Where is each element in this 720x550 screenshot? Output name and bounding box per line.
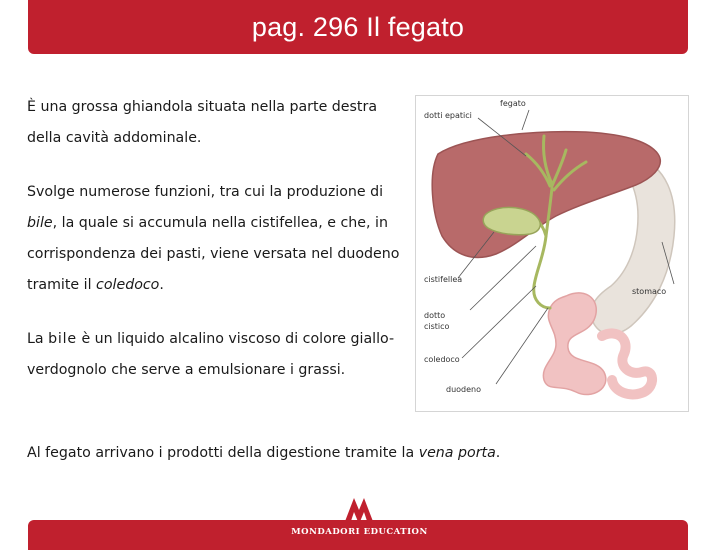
label-stomaco: stomaco [632, 287, 667, 296]
term-coledoco: coledoco [96, 277, 160, 293]
intestine-fold-shape [602, 333, 652, 394]
intestine-shape [543, 293, 605, 395]
label-fegato: fegato [500, 99, 526, 108]
label-dotto-cistico-2: cistico [424, 322, 450, 331]
functions-text-1: Svolge numerose funzioni, tra cui la produzione di [27, 184, 384, 200]
functions-text-2: , la quale si accumula nella cistifellea, e che, in corrispondenza dei pasti, viene versata nel duodeno tramite il [27, 215, 400, 293]
liver-diagram [416, 96, 688, 411]
label-cistifellea: cistifellea [424, 275, 463, 284]
label-dotti-epatici: dotti epatici [424, 111, 472, 120]
functions-text-3: . [159, 277, 164, 293]
bile-text-1: La [27, 331, 49, 347]
paragraph-intro [27, 92, 402, 154]
bile-text-2: è un liquido alcalino viscoso di colore giallo-verdognolo che serve a emulsionare i grassi. [27, 331, 395, 378]
liver-illustration [415, 95, 689, 412]
slide-title: pag. 296 Il fegato [251, 11, 465, 42]
logo-text: MONDADORI EDUCATION [291, 527, 428, 537]
paragraph-vena-porta [27, 438, 627, 469]
mondadori-logo [282, 492, 437, 540]
paragraph-bile [27, 324, 402, 386]
term-vena-porta: vena porta [418, 445, 496, 461]
title-bar [28, 0, 688, 54]
term-bile-bold: bile [48, 331, 77, 347]
label-dotto-cistico-1: dotto [424, 311, 446, 320]
vena-text-1: Al fegato arrivano i prodotti della digestione tramite la [27, 445, 419, 461]
label-duodeno: duodeno [446, 385, 482, 394]
paragraph-intro-text: È una grossa ghiandola situata nella parte destra della cavità addominale. [27, 99, 378, 146]
vena-text-2: . [495, 445, 501, 461]
term-bile: bile [27, 215, 53, 231]
label-coledoco: coledoco [424, 355, 460, 364]
paragraph-functions [27, 177, 402, 301]
